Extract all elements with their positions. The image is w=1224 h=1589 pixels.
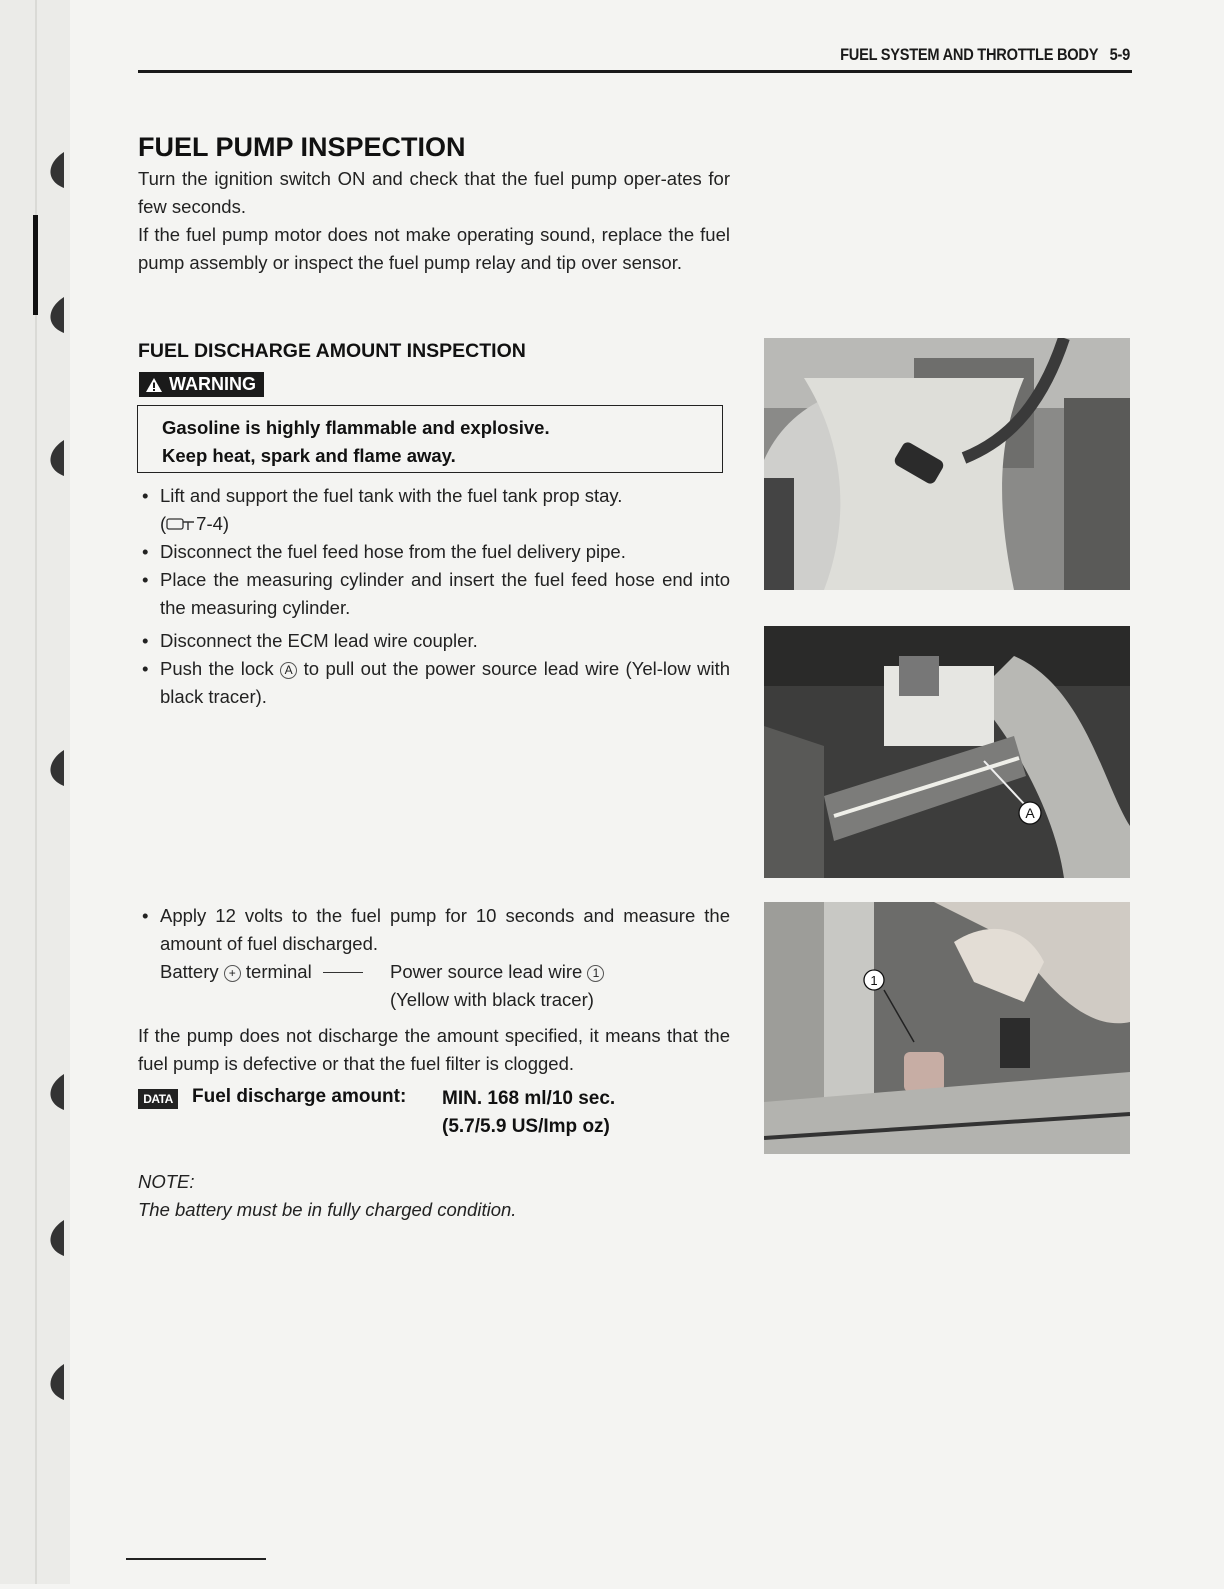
photo-ecm-coupler: [764, 626, 1130, 878]
spec-value-2: (5.7/5.9 US/Imp oz): [442, 1116, 610, 1137]
connection-from-post: terminal: [245, 961, 312, 982]
list-item: • Disconnect the fuel feed hose from the fuel delivery pipe.: [138, 538, 730, 566]
header-rule: [138, 70, 1132, 73]
binder-hole: [40, 1218, 68, 1258]
binder-hole: [40, 295, 68, 335]
spec-line: [138, 1086, 615, 1141]
warning-box: [137, 405, 723, 473]
fuel-pump-body: [138, 165, 730, 277]
note-label: NOTE:: [138, 1171, 195, 1192]
photo-battery-terminal: [764, 902, 1130, 1154]
footer-rule: [126, 1558, 266, 1560]
bullet-text: Lift and support the fuel tank with the fuel tank prop stay.: [160, 485, 623, 506]
result-text: If the pump does not discharge the amount specified, it means that the fuel pump is defective or that the fuel filter is clogged.: [138, 1025, 730, 1074]
reference-hand-icon: [166, 516, 196, 532]
connection-to: [390, 958, 604, 1014]
list-item: • Place the measuring cylinder and insert the fuel feed hose end into the measuring cylinder.: [138, 566, 730, 622]
connection-from: [160, 958, 390, 1014]
running-header: [795, 45, 1130, 65]
spec-values: [442, 1085, 615, 1141]
ecm-coupler-photo: [764, 626, 1130, 878]
reference: ( 7-4): [160, 513, 230, 534]
list-item: • Apply 12 volts to the fuel pump for 10 seconds and measure the amount of fuel discharged.: [138, 902, 730, 958]
reference-page: 7-4): [196, 513, 230, 534]
battery-terminal-photo: [764, 902, 1130, 1154]
warning-triangle-icon: [145, 377, 163, 393]
marker-a: A: [280, 662, 297, 679]
list-item: [138, 655, 730, 711]
fuel-pump-para-1: Turn the ignition switch ON and check that the fuel pump oper-ates for few seconds.: [138, 168, 730, 217]
plus-symbol: +: [224, 965, 241, 982]
measuring-cylinder-photo: [764, 338, 1130, 590]
header-section-title: FUEL SYSTEM AND THROTTLE BODY: [840, 45, 1099, 64]
binder-hole: [40, 1362, 68, 1402]
data-icon: DATA: [138, 1089, 178, 1109]
connection-to-line1: Power source lead wire: [390, 961, 583, 982]
connection-dash: [323, 972, 363, 973]
binder-hole: [40, 748, 68, 788]
bullet-list-a: [138, 482, 730, 622]
note-text: The battery must be in fully charged condition.: [138, 1199, 517, 1220]
note: [138, 1168, 516, 1224]
bullet-list-b: [138, 627, 730, 711]
bullet-text-post: to pull out the power source lead wire (Yel-low with black tracer).: [160, 658, 731, 707]
photo-marker-1: 1: [870, 973, 878, 988]
warning-label: WARNING: [169, 374, 256, 394]
warning-line-2: Keep heat, spark and flame away.: [162, 445, 456, 466]
warning-line-1: Gasoline is highly flammable and explosive.: [162, 417, 550, 438]
spec-value-1: MIN. 168 ml/10 sec.: [442, 1088, 616, 1109]
binder-hole: [40, 438, 68, 478]
fuel-pump-heading: FUEL PUMP INSPECTION: [138, 132, 466, 162]
binder-hole: [40, 1072, 68, 1112]
warning-badge: [139, 372, 264, 397]
binding-edge: [0, 0, 70, 1584]
bullet-text-pre: Push the lock: [160, 658, 274, 679]
spec-label: Fuel discharge amount:: [192, 1086, 407, 1107]
photo-marker-a: A: [1025, 805, 1035, 821]
discharge-heading: FUEL DISCHARGE AMOUNT INSPECTION: [138, 340, 526, 362]
connection-spec: [160, 958, 604, 1014]
photo-measuring-cylinder: [764, 338, 1130, 590]
header-page-number: 5-9: [1109, 45, 1130, 64]
binding-edge-art: [0, 0, 70, 1584]
binder-hole: [40, 150, 68, 190]
list-item: [138, 482, 730, 538]
list-item: • Disconnect the ECM lead wire coupler.: [138, 627, 730, 655]
connection-to-line2: (Yellow with black tracer): [390, 989, 594, 1010]
connection-from-pre: Battery: [160, 961, 219, 982]
bullet-list-c: [138, 902, 730, 958]
fuel-pump-para-2: If the fuel pump motor does not make operating sound, replace the fuel pump assembly or inspect the fuel pump relay and tip over sensor.: [138, 224, 730, 273]
marker-1: 1: [587, 965, 604, 982]
